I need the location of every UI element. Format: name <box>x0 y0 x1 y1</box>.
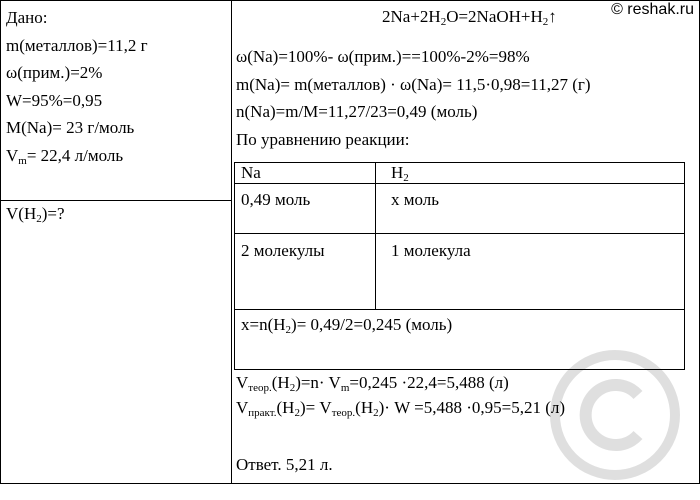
practical-volume-line: $V_{практ.}(H_2)= V_{теор.}(H_2)\cdot W =5,488 \cdot 0,95=5,21$ (л) <box>236 398 566 419</box>
solution-line-moles-na: n(Na)=m/M=11,27/23=0,49 (моль) <box>236 102 478 121</box>
table-header-h2: $H_2$ <box>391 163 409 184</box>
table-cell-h2-moles: x моль <box>391 190 440 209</box>
given-line-impurity: ω(прим.)=2% <box>6 63 103 82</box>
column-divider <box>231 0 232 484</box>
solution-line-purity: ω(Na)=100%- ω(прим.)==100%-2%=98% <box>236 47 530 66</box>
table-bottom-result: $x=n(H_2)= 0,49/2=0,245$ (моль) <box>241 315 453 336</box>
table-row-divider <box>235 309 684 310</box>
theoretical-volume-line: $V_{теор.}(H_2)=n\cdot V_m=0,245 \cdot 22,4=5,488$ (л) <box>236 373 509 394</box>
table-cell-na-moles: 0,49 моль <box>241 190 311 209</box>
ratio-table <box>234 162 685 370</box>
reaction-equation: $2Na+2H_2O=2NaOH+H_2↑$ <box>382 7 557 28</box>
given-line-molar-volume: $V_m= 22,4$ л/моль <box>6 145 124 167</box>
copyright-label: © reshak.ru <box>611 1 694 18</box>
volume-calculations <box>236 370 565 420</box>
solution-block <box>236 43 591 153</box>
find-block: $V(H_2)=$? <box>6 204 65 225</box>
solution-line-mass-na: m(Na)= m(металлов) · ω(Na)= 11,5·0,98=11,27 (г) <box>236 74 591 94</box>
given-line-yield: W=95%=0,95 <box>6 90 103 110</box>
solution-line-by-equation: По уравнению реакции: <box>236 129 410 149</box>
table-column-divider <box>375 163 376 309</box>
table-cell-h2-molecules: 1 молекула <box>391 241 471 260</box>
given-find-divider <box>0 200 231 201</box>
table-row-divider <box>235 233 684 234</box>
given-line-mass: m(металлов)=11,2 г <box>6 35 148 55</box>
given-header: Дано: <box>6 8 48 27</box>
given-line-molar-mass: M(Na)= 23 г/моль <box>6 118 135 137</box>
answer-line: Ответ. 5,21 л. <box>236 455 333 474</box>
table-cell-na-molecules: 2 молекулы <box>241 241 325 260</box>
table-header-na: Na <box>241 163 261 182</box>
table-row-divider <box>235 183 684 184</box>
given-block <box>6 4 148 169</box>
